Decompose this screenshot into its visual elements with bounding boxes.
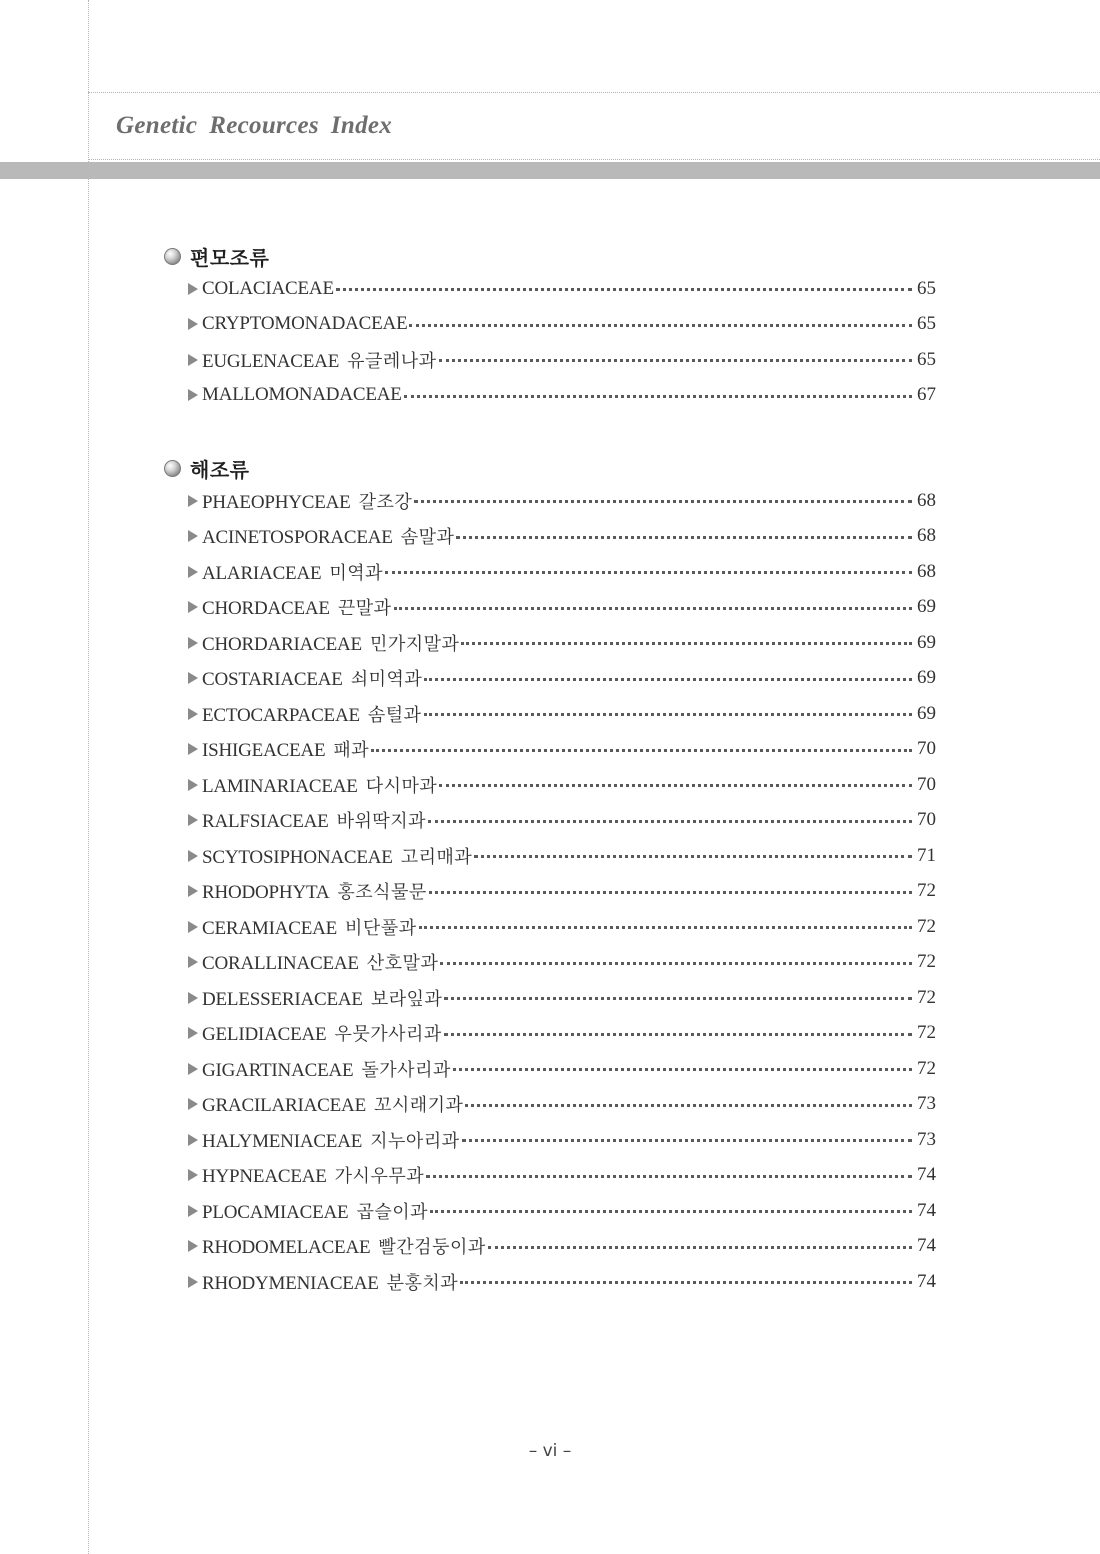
entry-text <box>202 1269 458 1295</box>
triangle-bullet-icon <box>188 354 198 366</box>
section-title: 편모조류 <box>190 245 270 270</box>
index-entry <box>164 519 936 555</box>
page-number: 74 <box>917 1164 936 1186</box>
page-number: 72 <box>917 1022 936 1044</box>
dot-leader <box>439 784 912 787</box>
dot-leader <box>394 607 912 610</box>
dot-leader <box>440 962 912 965</box>
section-title: 해조류 <box>190 457 250 482</box>
section-heading <box>164 241 936 271</box>
korean-name: 돌가사리과 <box>361 1059 451 1081</box>
index-entry <box>164 378 936 414</box>
page-number: 72 <box>917 986 936 1008</box>
family-name: COLACIACEAE <box>202 277 334 299</box>
family-name: RHODOPHYTA <box>202 882 330 904</box>
korean-name: 보라잎과 <box>370 988 443 1010</box>
triangle-bullet-icon <box>188 1240 198 1252</box>
index-entry <box>164 307 936 343</box>
sphere-bullet-icon <box>164 460 181 477</box>
index-entry <box>164 625 936 661</box>
family-name: RHODYMENIACEAE <box>202 1272 379 1294</box>
section-heading <box>164 453 936 483</box>
index-entry <box>164 696 936 732</box>
dot-leader <box>404 395 912 398</box>
triangle-bullet-icon <box>188 1098 198 1110</box>
index-entry <box>164 1229 936 1265</box>
page-number: 74 <box>917 1235 936 1257</box>
index-entry <box>164 767 936 803</box>
header-word: Genetic <box>116 112 198 139</box>
korean-name: 곱슬이과 <box>356 1201 428 1223</box>
family-name: GELIDIACEAE <box>202 1024 327 1046</box>
triangle-bullet-icon <box>188 956 198 968</box>
index-entry <box>164 1122 936 1158</box>
triangle-bullet-icon <box>188 1169 198 1181</box>
family-name: CERAMIACEAE <box>202 917 338 939</box>
index-entry <box>164 661 936 697</box>
korean-name: 지누아리과 <box>370 1130 460 1152</box>
index-entry <box>164 803 936 839</box>
entry-text <box>202 985 442 1011</box>
index-entry <box>164 838 936 874</box>
index-entry <box>164 1193 936 1229</box>
dot-leader <box>460 1281 912 1284</box>
index-entry <box>164 1264 936 1300</box>
korean-name: 바위딱지과 <box>336 811 427 833</box>
korean-name: 다시마과 <box>365 775 438 797</box>
page-number: 69 <box>917 667 936 689</box>
triangle-bullet-icon <box>188 814 198 826</box>
dot-leader <box>424 713 912 716</box>
page-number: 70 <box>917 773 936 795</box>
index-entry <box>164 945 936 981</box>
triangle-bullet-icon <box>188 708 198 720</box>
family-name: ALARIACEAE <box>202 562 322 584</box>
page-number: 71 <box>917 844 936 866</box>
entry-text <box>202 1198 428 1224</box>
entry-text <box>202 1056 451 1082</box>
entry-text <box>202 559 383 585</box>
index-entry <box>164 1051 936 1087</box>
dot-leader <box>429 891 912 894</box>
index-section <box>164 241 936 413</box>
dot-leader <box>424 678 912 681</box>
page-number: 65 <box>917 277 936 299</box>
page-number: 72 <box>917 915 936 937</box>
dot-leader <box>414 500 912 503</box>
korean-name: 분홍치과 <box>386 1272 459 1294</box>
index-entry <box>164 554 936 590</box>
page-number-footer: – vi – <box>528 1441 572 1461</box>
page-number: 72 <box>917 1057 936 1079</box>
top-dotted-line <box>88 92 1100 93</box>
korean-name: 갈조강 <box>358 491 413 513</box>
page-number: 69 <box>917 631 936 653</box>
entry-text <box>202 630 459 656</box>
family-name: CRYPTOMONADACEAE <box>202 313 408 335</box>
korean-name: 꼬시래기과 <box>373 1095 464 1117</box>
entry-text <box>202 594 392 620</box>
korean-name: 민가지말과 <box>369 633 460 655</box>
triangle-bullet-icon <box>188 637 198 649</box>
family-name: HYPNEACEAE <box>202 1166 327 1188</box>
index-entry <box>164 980 936 1016</box>
page-number: 73 <box>917 1093 936 1115</box>
entry-text <box>202 1020 442 1046</box>
page-number: 73 <box>917 1128 936 1150</box>
dot-leader <box>371 749 912 752</box>
page-number: 72 <box>917 951 936 973</box>
entry-list <box>164 271 936 413</box>
triangle-bullet-icon <box>188 992 198 1004</box>
family-name: RALFSIACEAE <box>202 811 329 833</box>
entry-text <box>202 1162 424 1188</box>
family-name: ECTOCARPACEAE <box>202 704 360 726</box>
dot-leader <box>428 820 912 823</box>
page-number: 67 <box>917 384 936 406</box>
korean-name: 미역과 <box>329 562 384 584</box>
dot-leader <box>444 997 912 1000</box>
family-name: EUGLENACEAE <box>202 350 340 372</box>
triangle-bullet-icon <box>188 566 198 578</box>
entry-text <box>202 736 369 762</box>
entry-text <box>202 384 402 406</box>
entry-text <box>202 772 437 798</box>
korean-name: 홍조식물문 <box>337 882 427 904</box>
korean-name: 솜말과 <box>400 527 455 549</box>
family-name: ISHIGEACEAE <box>202 740 326 762</box>
entry-text <box>202 1233 486 1259</box>
triangle-bullet-icon <box>188 1276 198 1288</box>
family-name: COSTARIACEAE <box>202 669 343 691</box>
entry-text <box>202 914 417 940</box>
family-name: CHORDARIACEAE <box>202 633 362 655</box>
page-number: 65 <box>917 348 936 370</box>
triangle-bullet-icon <box>188 779 198 791</box>
page-number: 70 <box>917 809 936 831</box>
entry-text <box>202 843 472 869</box>
header-gray-band <box>0 162 1100 179</box>
dot-leader <box>465 1104 912 1107</box>
index-entry <box>164 271 936 307</box>
dot-leader <box>461 642 912 645</box>
korean-name: 쇠미역과 <box>350 669 423 691</box>
triangle-bullet-icon <box>188 1134 198 1146</box>
dot-leader <box>456 536 912 539</box>
triangle-bullet-icon <box>188 743 198 755</box>
korean-name: 가시우무과 <box>334 1166 425 1188</box>
page-number: 70 <box>917 738 936 760</box>
entry-text <box>202 488 412 514</box>
korean-name: 고리매과 <box>400 846 473 868</box>
dot-leader <box>385 571 912 574</box>
dot-leader <box>453 1068 912 1071</box>
triangle-bullet-icon <box>188 318 198 330</box>
family-name: LAMINARIACEAE <box>202 775 358 797</box>
triangle-bullet-icon <box>188 850 198 862</box>
dot-leader <box>430 1210 912 1213</box>
entry-text <box>202 665 422 691</box>
triangle-bullet-icon <box>188 601 198 613</box>
family-name: RHODOMELACEAE <box>202 1237 371 1259</box>
family-name: PLOCAMIACEAE <box>202 1201 349 1223</box>
dot-leader <box>336 288 912 291</box>
index-entry <box>164 874 936 910</box>
korean-name: 유글레나과 <box>347 350 437 372</box>
page-number: 72 <box>917 880 936 902</box>
triangle-bullet-icon <box>188 672 198 684</box>
index-entry <box>164 342 936 378</box>
page-number: 69 <box>917 596 936 618</box>
page-number: 74 <box>917 1199 936 1221</box>
family-name: SCYTOSIPHONACEAE <box>202 846 393 868</box>
triangle-bullet-icon <box>188 530 198 542</box>
index-entry <box>164 909 936 945</box>
dot-leader <box>488 1246 912 1249</box>
header-word: Index <box>330 112 393 139</box>
dot-leader <box>474 855 912 858</box>
korean-name: 솜털과 <box>367 704 422 726</box>
dot-leader <box>419 926 912 929</box>
index-entry <box>164 1087 936 1123</box>
page-number: 68 <box>917 525 936 547</box>
dot-leader <box>444 1033 912 1036</box>
dot-leader <box>426 1175 912 1178</box>
triangle-bullet-icon <box>188 1205 198 1217</box>
triangle-bullet-icon <box>188 1063 198 1075</box>
korean-name: 비단풀과 <box>345 917 417 939</box>
entry-list <box>164 483 936 1300</box>
page-number: 69 <box>917 702 936 724</box>
index-entry <box>164 1158 936 1194</box>
page-number: 74 <box>917 1270 936 1292</box>
triangle-bullet-icon <box>188 495 198 507</box>
entry-text <box>202 701 422 727</box>
running-header <box>116 112 392 140</box>
entry-text <box>202 878 427 904</box>
entry-text <box>202 807 426 833</box>
index-section <box>164 453 936 1300</box>
triangle-bullet-icon <box>188 921 198 933</box>
entry-text <box>202 523 454 549</box>
sphere-bullet-icon <box>164 248 181 265</box>
index-entry <box>164 732 936 768</box>
page-number: 68 <box>917 560 936 582</box>
entry-text <box>202 1127 460 1153</box>
korean-name: 패과 <box>333 740 370 762</box>
dot-leader <box>439 359 912 362</box>
korean-name: 우뭇가사리과 <box>334 1024 442 1046</box>
triangle-bullet-icon <box>188 283 198 295</box>
family-name: GIGARTINACEAE <box>202 1059 354 1081</box>
header-word: Recources <box>209 112 319 139</box>
index-entry <box>164 483 936 519</box>
entry-text <box>202 347 437 373</box>
triangle-bullet-icon <box>188 1027 198 1039</box>
entry-text <box>202 1091 463 1117</box>
page-number: 65 <box>917 313 936 335</box>
entry-text <box>202 278 334 300</box>
family-name: MALLOMONADACEAE <box>202 384 402 406</box>
triangle-bullet-icon <box>188 885 198 897</box>
dot-leader <box>409 324 912 327</box>
korean-name: 빨간검둥이과 <box>378 1237 486 1259</box>
header-dotted-rule <box>88 159 1100 160</box>
entry-text <box>202 313 407 335</box>
family-name: CHORDACEAE <box>202 598 330 620</box>
dot-leader <box>462 1139 912 1142</box>
family-name: CORALLINACEAE <box>202 953 359 975</box>
family-name: GRACILARIACEAE <box>202 1095 366 1117</box>
triangle-bullet-icon <box>188 389 198 401</box>
entry-text <box>202 949 438 975</box>
family-name: ACINETOSPORACEAE <box>202 527 393 549</box>
family-name: DELESSERIACEAE <box>202 988 363 1010</box>
index-entry <box>164 1016 936 1052</box>
korean-name: 산호말과 <box>366 953 439 975</box>
family-name: HALYMENIACEAE <box>202 1130 363 1152</box>
index-entry <box>164 590 936 626</box>
family-name: PHAEOPHYCEAE <box>202 491 351 513</box>
korean-name: 끈말과 <box>337 598 392 620</box>
page-number: 68 <box>917 489 936 511</box>
left-margin-dotted-line <box>88 0 89 1554</box>
